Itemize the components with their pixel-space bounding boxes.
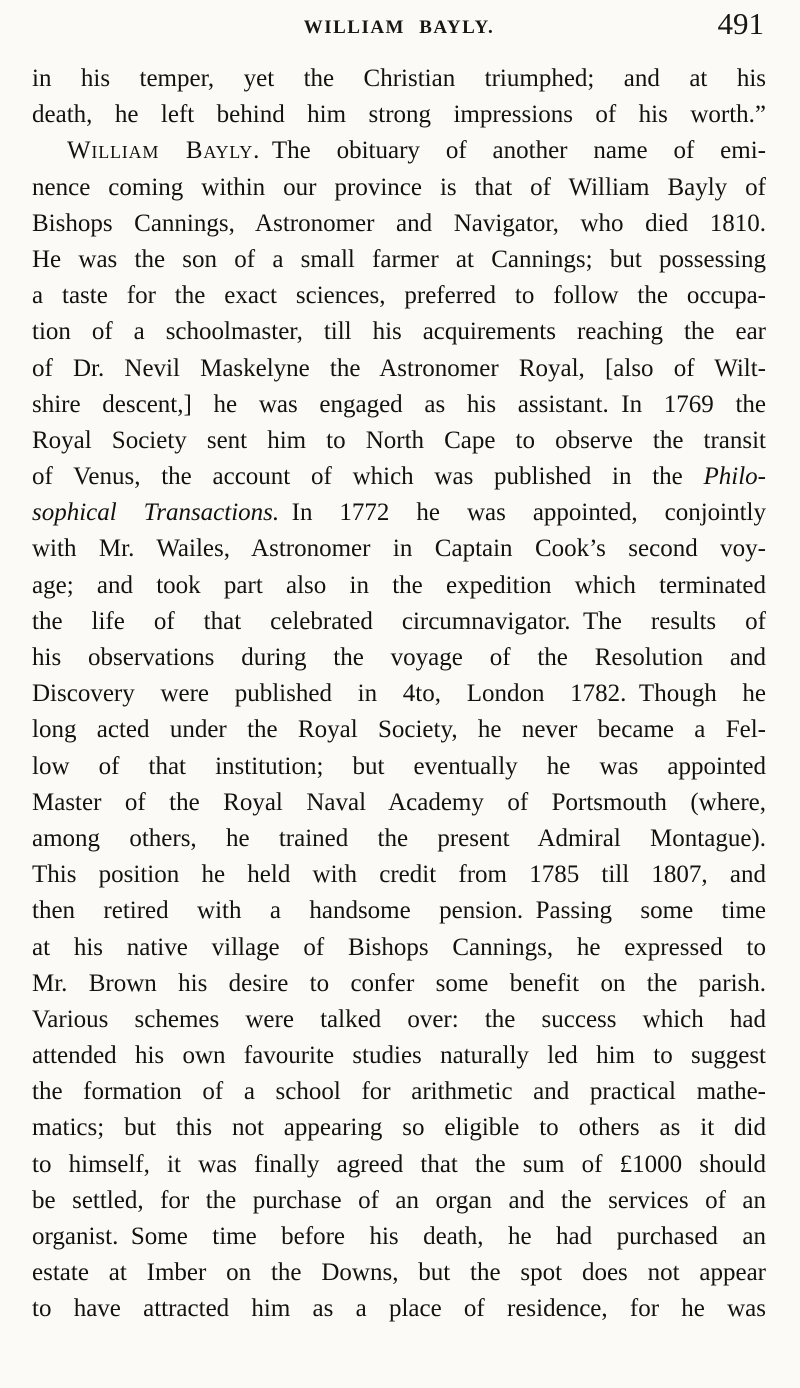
body-text: [32, 61, 766, 1328]
text-line: He was the son of a small farmer at Cannings; but possessing: [32, 245, 766, 273]
text-line: the formation of a school for arithmetic and practical mathe-: [32, 1078, 766, 1106]
text-line: estate at Imber on the Downs, but the spot does not appear: [32, 1259, 766, 1287]
text-line: to have attracted him as a place of residence, for he was: [32, 1295, 766, 1323]
text-line: Royal Society sent him to North Cape to observe the transit: [32, 426, 766, 454]
text-line: Various schemes were talked over: the success which had: [32, 1005, 766, 1033]
text-line: in his temper, yet the Christian triumphed; and at his: [32, 65, 766, 92]
text-line: long acted under the Royal Society, he never became a Fel-: [32, 716, 766, 744]
text-line: of Dr. Nevil Maskelyne the Astronomer Royal, [also of Wilt-: [32, 354, 766, 382]
text-line: matics; but this not appearing so eligible to others as it did: [32, 1114, 766, 1142]
text-line: sophical Transactions. In 1772 he was appointed, conjointly: [32, 499, 766, 527]
text-line: of Venus, the account of which was published in the Philo-: [32, 463, 766, 491]
text-line: This position he held with credit from 1785 till 1807, and: [32, 861, 766, 889]
text-line: age; and took part also in the expedition which terminated: [32, 571, 766, 599]
text-line: organist. Some time before his death, he had purchased an: [32, 1223, 766, 1250]
text-line: a taste for the exact sciences, preferred to follow the occupa-: [32, 282, 766, 310]
text-line: his observations during the voyage of the Resolution and: [32, 644, 766, 671]
page-header: [32, 0, 766, 58]
text-line: among others, he trained the present Admiral Montague).: [32, 824, 766, 852]
text-line: to himself, it was finally agreed that the sum of £1000 should: [32, 1150, 766, 1178]
text-line: Bishops Cannings, Astronomer and Navigator, who died 1810.: [32, 209, 766, 237]
text-line: tion of a schoolmaster, till his acquirements reaching the ear: [32, 318, 766, 346]
text-line: attended his own favourite studies naturally led him to suggest: [32, 1042, 766, 1070]
text-line: Master of the Royal Naval Academy of Portsmouth (where,: [32, 788, 766, 816]
text-line: nence coming within our province is that of William Bayly of: [32, 173, 766, 201]
text-line: be settled, for the purchase of an organ and the services of an: [32, 1186, 766, 1214]
text-line: with Mr. Wailes, Astronomer in Captain Cook’s second voy-: [32, 535, 766, 563]
text-line: Mr. Brown his desire to confer some benefit on the parish.: [32, 969, 766, 997]
running-title: WILLIAM BAYLY.: [303, 17, 495, 38]
text-line: the life of that celebrated circumnavigator. The results of: [32, 607, 766, 635]
text-line: William Bayly. The obituary of another name of emi-: [67, 137, 766, 165]
text-line: at his native village of Bishops Cannings, he expressed to: [32, 933, 766, 961]
text-line: then retired with a handsome pension. Passing some time: [32, 897, 766, 925]
text-line: shire descent,] he was engaged as his assistant. In 1769 the: [32, 390, 766, 418]
text-line: low of that institution; but eventually he was appointed: [32, 752, 766, 780]
text-line: Discovery were published in 4to, London 1782. Though he: [32, 680, 766, 708]
page-number: 491: [717, 6, 764, 41]
text-line: death, he left behind him strong impressions of his worth.”: [32, 101, 766, 129]
